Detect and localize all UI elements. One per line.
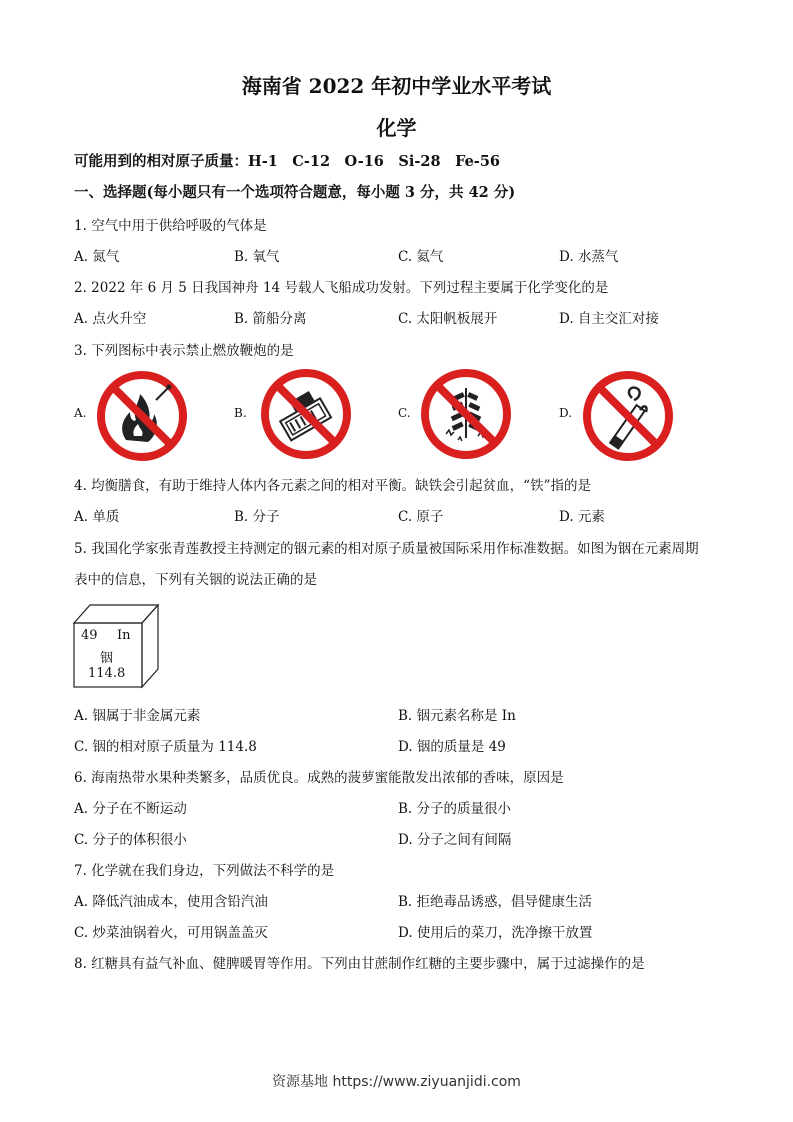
no-firecrackers-icon[interactable] bbox=[420, 368, 512, 460]
q4-option-c[interactable]: C. 原子 bbox=[398, 509, 444, 525]
q2-option-b[interactable]: B. 箭船分离 bbox=[234, 311, 307, 327]
question-6-stem: 6. 海南热带水果种类繁多，品质优良。成熟的菠萝蜜能散发出浓郁的香味，原因是 bbox=[74, 770, 564, 786]
subject-title: 化学 bbox=[376, 116, 417, 140]
q2-option-a[interactable]: A. 点火升空 bbox=[74, 311, 147, 327]
no-open-flame-icon[interactable] bbox=[96, 370, 188, 462]
q5-option-c[interactable]: C. 铟的相对原子质量为 114.8 bbox=[74, 739, 257, 755]
question-3-stem: 3. 下列图标中表示禁止燃放鞭炮的是 bbox=[74, 343, 294, 359]
q3-option-a[interactable]: A. bbox=[74, 406, 87, 420]
q2-option-c[interactable]: C. 太阳帆板展开 bbox=[398, 311, 498, 327]
atomic-masses: 可能用到的相对原子质量：H-1 C-12 O-16 Si-28 Fe-56 bbox=[74, 153, 500, 170]
q4-option-b[interactable]: B. 分子 bbox=[234, 509, 280, 525]
q6-option-c[interactable]: C. 分子的体积很小 bbox=[74, 832, 187, 848]
q3-option-c[interactable]: C. bbox=[398, 406, 411, 420]
question-7-stem: 7. 化学就在我们身边，下列做法不科学的是 bbox=[74, 863, 335, 879]
question-8-stem: 8. 红糖具有益气补血、健脾暖胃等作用。下列由甘蔗制作红糖的主要步骤中，属于过滤操作的是 bbox=[74, 956, 645, 972]
q5-option-b[interactable]: B. 铟元素名称是 In bbox=[398, 708, 516, 724]
question-5-stem-line-1: 5. 我国化学家张青莲教授主持测定的铟元素的相对原子质量被国际采用作标准数据。如图为铟在元素周期 bbox=[74, 541, 699, 557]
q4-option-d[interactable]: D. 元素 bbox=[559, 509, 605, 525]
atomic-number: 49 bbox=[81, 628, 98, 643]
exam-title: 海南省 2022 年初中学业水平考试 bbox=[241, 74, 552, 98]
footer-watermark[interactable]: 资源基地 https://www.ziyuanjidi.com bbox=[272, 1074, 521, 1090]
q6-option-b[interactable]: B. 分子的质量很小 bbox=[398, 801, 512, 817]
section-heading: 一、选择题(每小题只有一个选项符合题意，每小题 3 分，共 42 分) bbox=[74, 184, 516, 201]
element-name: 铟 bbox=[100, 651, 114, 666]
element-cell-indium bbox=[72, 603, 162, 689]
q5-option-a[interactable]: A. 铟属于非金属元素 bbox=[74, 708, 201, 724]
question-1-stem: 1. 空气中用于供给呼吸的气体是 bbox=[74, 218, 267, 234]
q7-option-a[interactable]: A. 降低汽油成本，使用含铅汽油 bbox=[74, 894, 268, 910]
q1-option-a[interactable]: A. 氮气 bbox=[74, 249, 120, 265]
q7-option-c[interactable]: C. 炒菜油锅着火，可用锅盖盖灭 bbox=[74, 925, 268, 941]
q3-option-d[interactable]: D. bbox=[559, 406, 573, 420]
q6-option-d[interactable]: D. 分子之间有间隔 bbox=[398, 832, 512, 848]
q4-option-a[interactable]: A. 单质 bbox=[74, 509, 120, 525]
q5-option-d[interactable]: D. 铟的质量是 49 bbox=[398, 739, 506, 755]
question-5-stem-line-2: 表中的信息，下列有关铟的说法正确的是 bbox=[74, 572, 317, 588]
q2-option-d[interactable]: D. 自主交汇对接 bbox=[559, 311, 659, 327]
no-smoking-icon[interactable] bbox=[582, 370, 674, 462]
atomic-mass: 114.8 bbox=[88, 666, 126, 681]
q3-option-b[interactable]: B. bbox=[234, 406, 247, 420]
no-matches-icon[interactable] bbox=[260, 368, 352, 460]
q6-option-a[interactable]: A. 分子在不断运动 bbox=[74, 801, 187, 817]
q7-option-d[interactable]: D. 使用后的菜刀，洗净擦干放置 bbox=[398, 925, 593, 941]
question-4-stem: 4. 均衡膳食，有助于维持人体内各元素之间的相对平衡。缺铁会引起贫血，“铁”指的是 bbox=[74, 478, 591, 494]
q1-option-c[interactable]: C. 氦气 bbox=[398, 249, 444, 265]
q7-option-b[interactable]: B. 拒绝毒品诱惑，倡导健康生活 bbox=[398, 894, 593, 910]
question-2-stem: 2. 2022 年 6 月 5 日我国神舟 14 号载人飞船成功发射。下列过程主要属于化学变化的是 bbox=[74, 280, 609, 296]
q1-option-d[interactable]: D. 水蒸气 bbox=[559, 249, 619, 265]
q1-option-b[interactable]: B. 氧气 bbox=[234, 249, 280, 265]
element-symbol: In bbox=[117, 628, 131, 643]
